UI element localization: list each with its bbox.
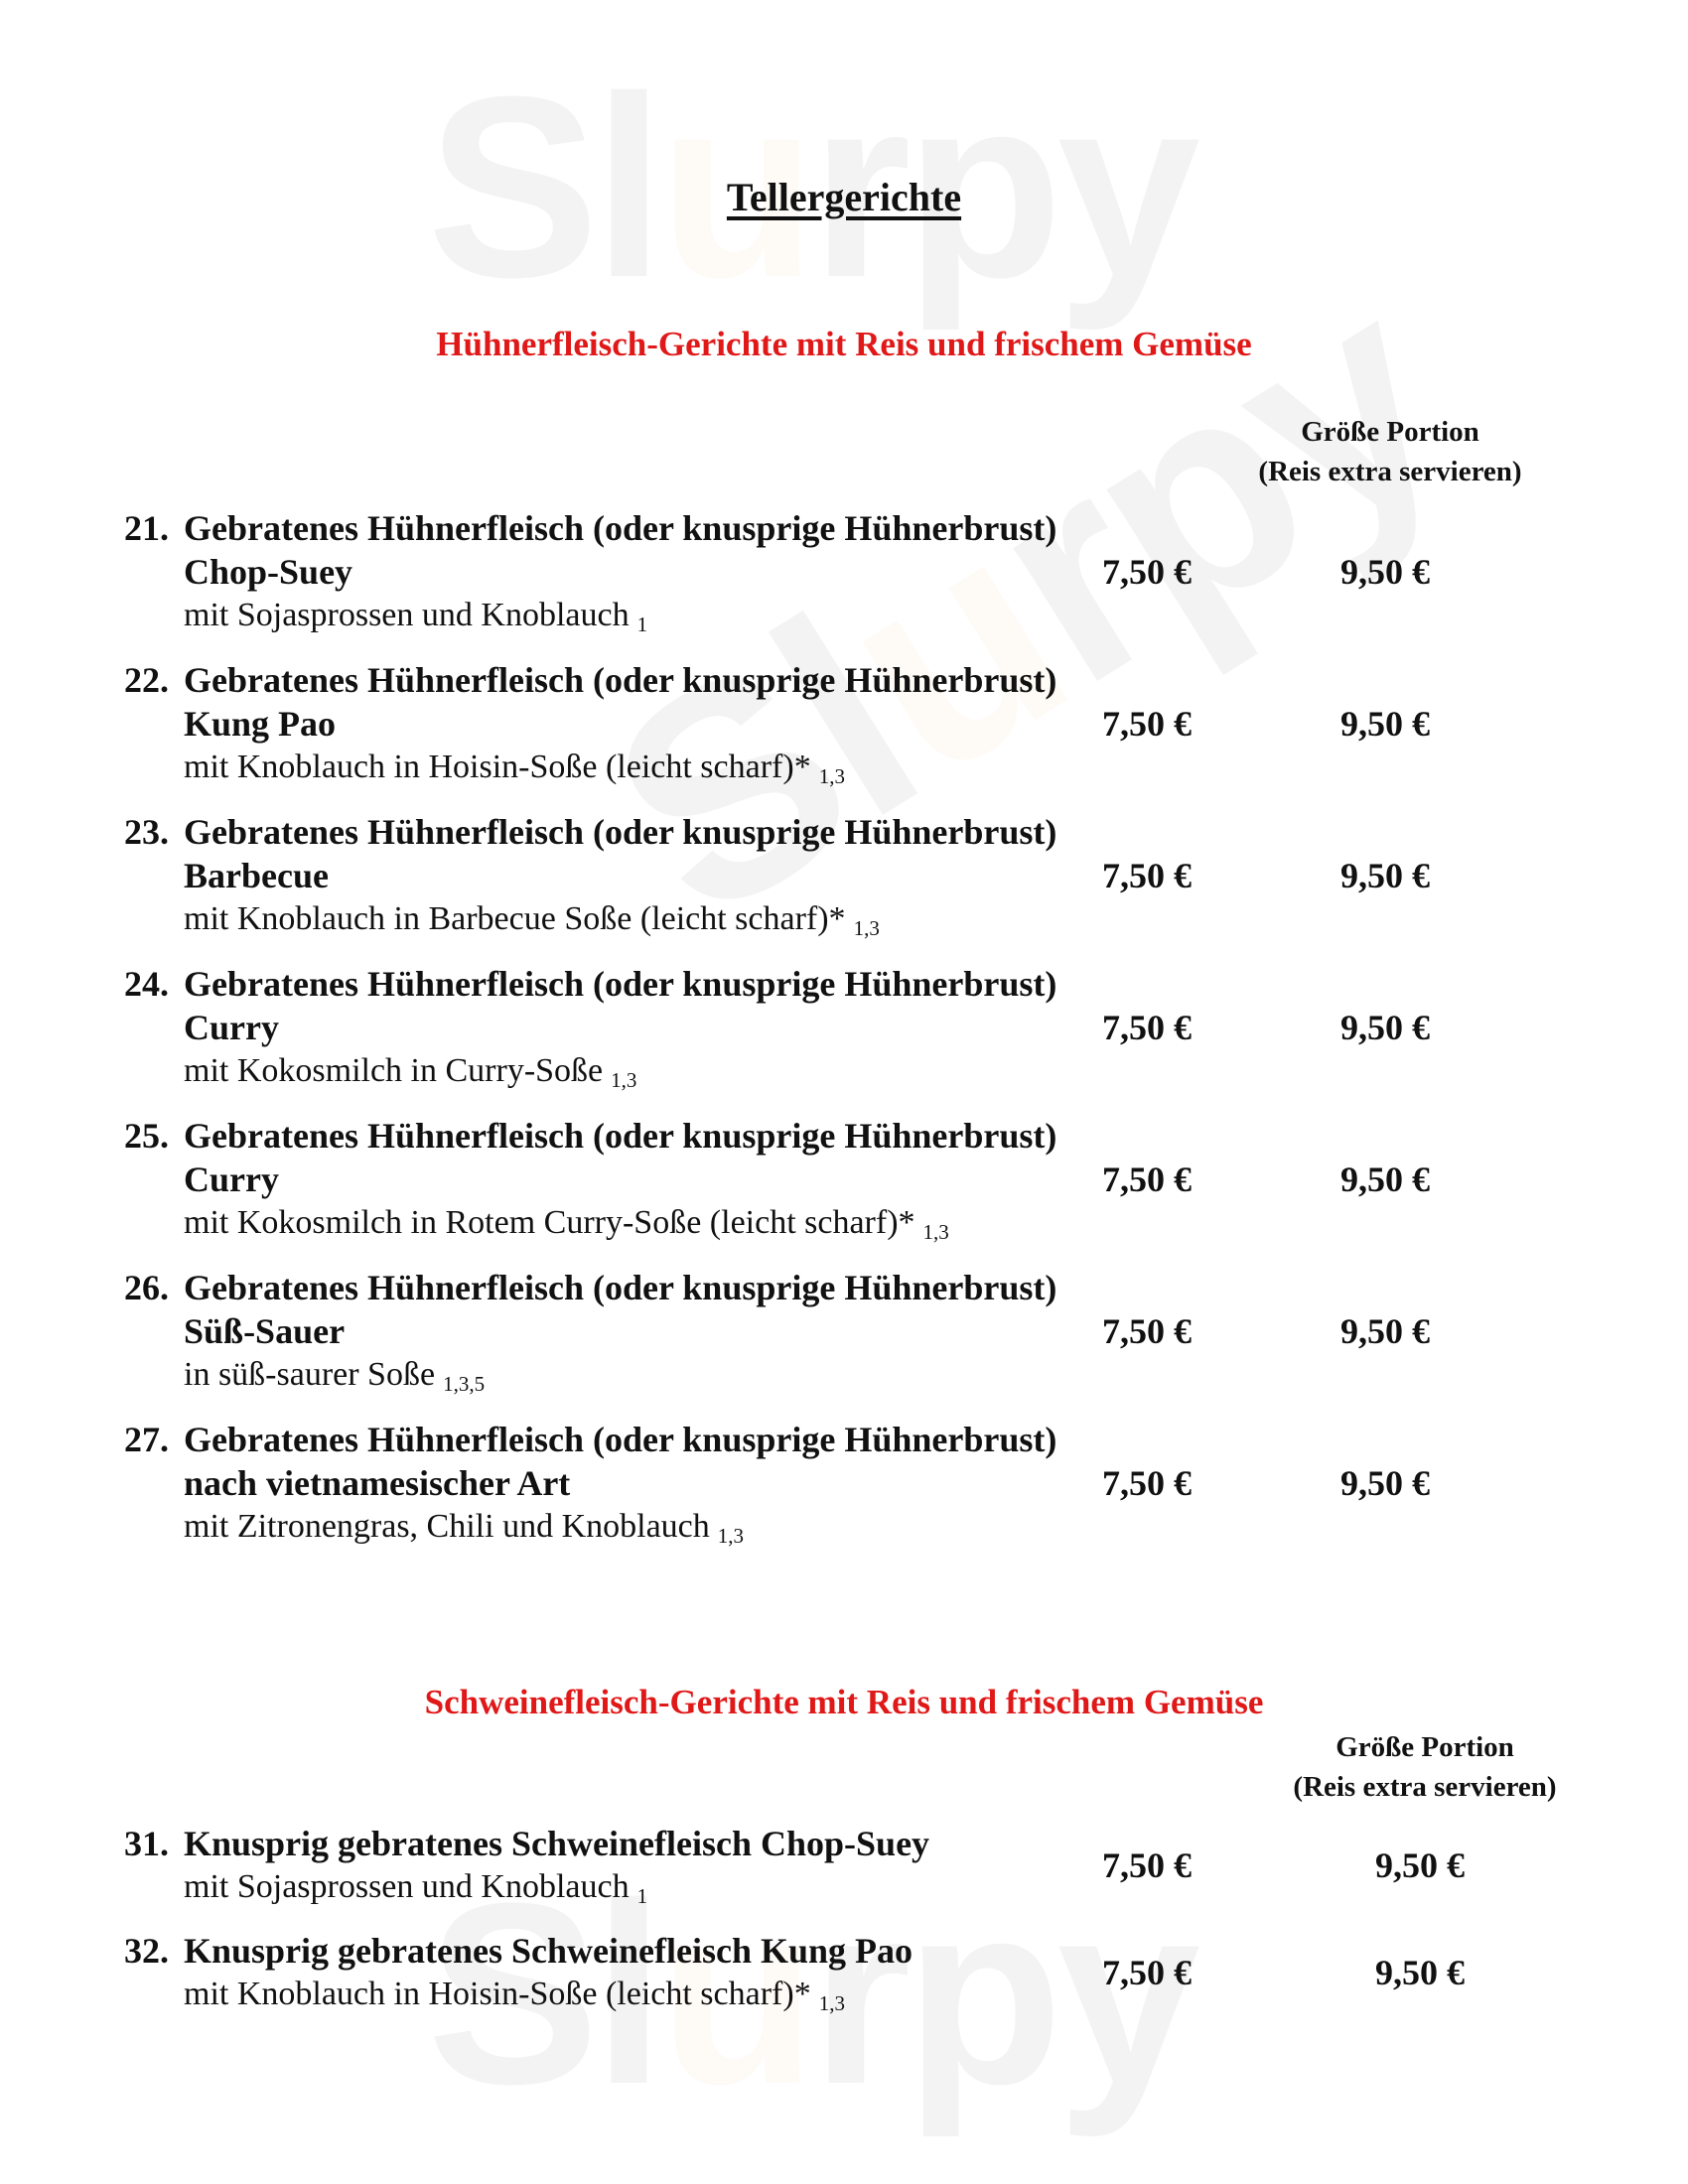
item-allergens: 1,3 [922,1220,949,1244]
item-description [184,1049,636,1102]
item-description [184,1865,647,1918]
column-header-line: Größe Portion [1301,416,1479,448]
item-allergens: 1,3,5 [443,1372,486,1396]
item-description [184,594,647,646]
menu-item [124,506,1564,645]
column-header-large-portion [1246,1727,1604,1807]
item-desc-text: mit Knoblauch in Barbecue Soße (leicht scharf)* [184,900,846,937]
price-large: 9,50 € [1340,1311,1430,1351]
menu-item [124,1418,1564,1557]
price-large: 9,50 € [1340,704,1430,744]
price-normal: 7,50 € [1102,1160,1192,1199]
item-desc-text: mit Kokosmilch in Rotem Curry-Soße (leicht scharf)* [184,1204,915,1241]
price-large: 9,50 € [1340,1008,1430,1047]
item-name: Gebratenes Hühnerfleisch (oder knusprige Hühnerbrust) Chop-Suey [184,508,1057,592]
price-large: 9,50 € [1375,1845,1465,1885]
item-desc-text: mit Knoblauch in Hoisin-Soße (leicht scharf)* [184,749,811,785]
item-number: 22. [124,660,169,700]
price-normal: 7,50 € [1102,1008,1192,1047]
item-description [184,1973,845,2025]
item-description [184,1505,744,1558]
item-desc-text: mit Sojasprossen und Knoblauch [184,1868,630,1905]
column-header-large-portion [1211,412,1569,491]
item-name: Gebratenes Hühnerfleisch (oder knusprige Hühnerbrust) Süß-Sauer [184,1268,1057,1351]
item-description [184,1201,949,1254]
item-name: Gebratenes Hühnerfleisch (oder knusprige Hühnerbrust) Kung Pao [184,660,1057,744]
menu-item [124,962,1564,1101]
item-name: Gebratenes Hühnerfleisch (oder knusprige Hühnerbrust) Curry [184,964,1057,1047]
item-desc-text: mit Kokosmilch in Curry-Soße [184,1052,604,1089]
price-normal: 7,50 € [1102,1463,1192,1503]
price-normal: 7,50 € [1102,1953,1192,1992]
menu-item [124,1266,1564,1405]
price-large: 9,50 € [1375,1953,1465,1992]
price-large: 9,50 € [1340,1160,1430,1199]
menu-item [124,658,1564,797]
item-number: 31. [124,1824,169,1863]
price-normal: 7,50 € [1102,552,1192,592]
price-large: 9,50 € [1340,856,1430,895]
menu-item [124,810,1564,949]
item-allergens: 1,3 [611,1068,637,1092]
item-description [184,746,845,798]
menu-item [124,1114,1564,1253]
item-number: 27. [124,1420,169,1459]
price-normal: 7,50 € [1102,704,1192,744]
item-description [184,897,880,950]
item-number: 32. [124,1931,169,1971]
item-name: Gebratenes Hühnerfleisch (oder knusprige Hühnerbrust) Curry [184,1116,1057,1199]
price-large: 9,50 € [1340,1463,1430,1503]
item-name: Knusprig gebratenes Schweinefleisch Chop-Suey [184,1824,930,1863]
item-allergens: 1,3 [853,916,880,940]
item-desc-text: in süß-saurer Soße [184,1356,436,1393]
item-desc-text: mit Zitronengras, Chili und Knoblauch [184,1508,710,1545]
item-allergens: 1 [636,1884,648,1908]
item-number: 24. [124,964,169,1004]
item-desc-text: mit Sojasprossen und Knoblauch [184,597,630,633]
column-header-line: Größe Portion [1336,1731,1514,1763]
column-header-line: (Reis extra servieren) [1258,456,1522,487]
item-allergens: 1,3 [818,1991,845,2015]
item-number: 26. [124,1268,169,1307]
item-allergens: 1,3 [818,764,845,788]
price-normal: 7,50 € [1102,856,1192,895]
column-header-line: (Reis extra servieren) [1293,1771,1557,1803]
item-name: Gebratenes Hühnerfleisch (oder knusprige Hühnerbrust) Barbecue [184,812,1057,895]
item-number: 23. [124,812,169,852]
price-normal: 7,50 € [1102,1311,1192,1351]
item-number: 21. [124,508,169,548]
section-title-pork: Schweinefleisch-Gerichte mit Reis und frischem Gemüse [424,1683,1264,1721]
item-name: Knusprig gebratenes Schweinefleisch Kung Pao [184,1931,914,1971]
menu-item [124,1822,1564,1921]
page-title: Tellergerichte [726,175,962,219]
menu-item [124,1929,1564,2028]
price-normal: 7,50 € [1102,1845,1192,1885]
item-allergens: 1 [636,613,648,636]
section-title-chicken: Hühnerfleisch-Gerichte mit Reis und frischem Gemüse [436,325,1252,363]
item-desc-text: mit Knoblauch in Hoisin-Soße (leicht scharf)* [184,1976,811,2012]
item-name: Gebratenes Hühnerfleisch (oder knusprige Hühnerbrust) nach vietnamesischer Art [184,1420,1057,1503]
price-large: 9,50 € [1340,552,1430,592]
item-allergens: 1,3 [717,1524,745,1548]
item-description [184,1353,485,1406]
item-number: 25. [124,1116,169,1156]
